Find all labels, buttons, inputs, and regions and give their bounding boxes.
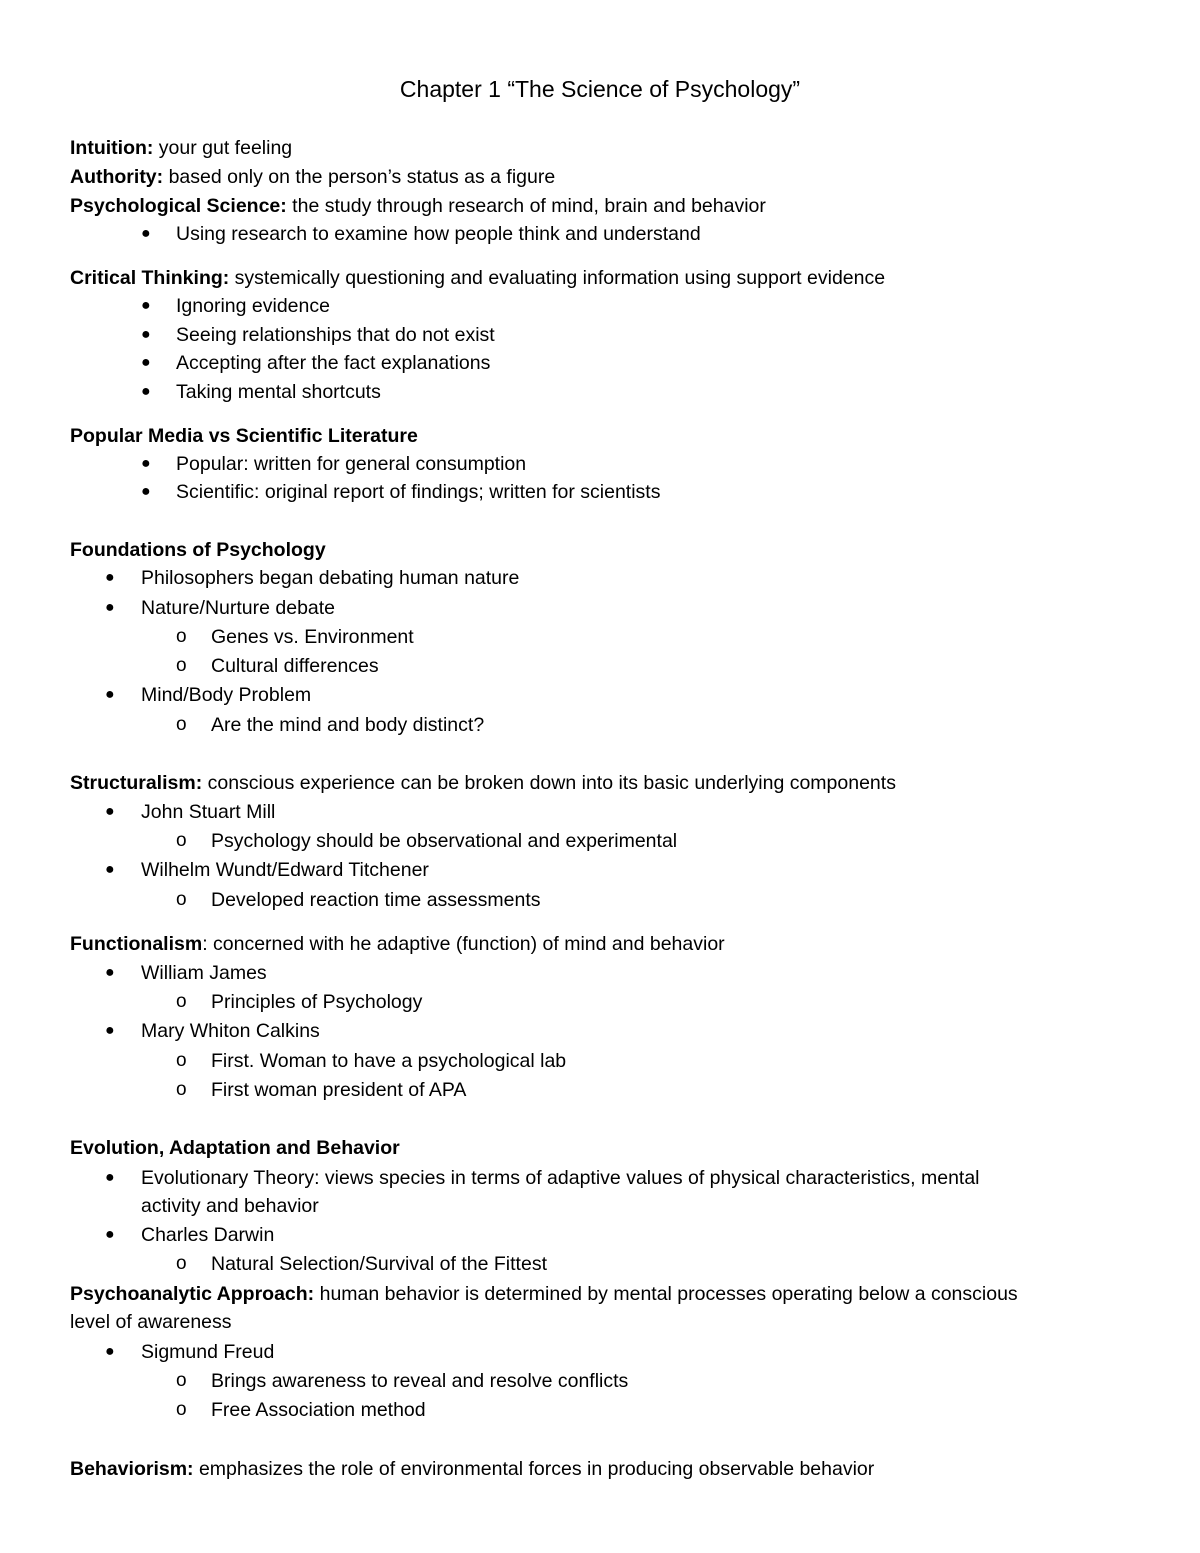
bullet-icon: ● [105,964,115,981]
bullet-icon: ● [105,1226,115,1243]
term: Structuralism: [70,772,203,794]
term: Psychoanalytic Approach: [70,1283,315,1305]
definition-structuralism [70,770,896,796]
term: Authority: [70,166,164,188]
list-item: Accepting after the fact explanations [176,352,491,374]
bullet-icon: ● [141,326,151,343]
sub-bullet-icon: o [176,1079,187,1100]
sub-list-item: First. Woman to have a psychological lab [211,1050,567,1072]
sub-list-item: Brings awareness to reveal and resolve conflicts [211,1370,629,1392]
list-item: Scientific: original report of findings; written for scientists [176,481,661,503]
list-item: Seeing relationships that do not exist [176,324,495,346]
bullet-icon: ● [141,455,151,472]
bullet-icon: ● [105,686,115,703]
sub-list-item: Psychology should be observational and experimental [211,830,678,852]
sub-bullet-icon: o [176,1253,187,1274]
definition: : concerned with he adaptive (function) of mind and behavior [202,933,725,955]
heading-text: Popular Media vs Scientific Literature [70,425,418,447]
definition-psychological-science [70,193,766,219]
heading-text: Foundations of Psychology [70,539,326,561]
list-item-continuation: activity and behavior [141,1195,319,1217]
definition-continuation: level of awareness [70,1311,232,1333]
list-item: Mind/Body Problem [141,684,312,706]
definition: conscious experience can be broken down into its basic underlying components [202,772,896,794]
heading-text: Evolution, Adaptation and Behavior [70,1137,400,1159]
sub-bullet-icon: o [176,991,187,1012]
sub-bullet-icon: o [176,889,187,910]
list-item: Using research to examine how people think and understand [176,223,701,245]
definition-functionalism [70,931,725,957]
list-item: Popular: written for general consumption [176,453,527,475]
bullet-icon: ● [105,569,115,586]
term: Intuition: [70,137,154,159]
bullet-icon: ● [105,803,115,820]
sub-bullet-icon: o [176,1399,187,1420]
definition: systemically questioning and evaluating information using support evidence [229,267,886,289]
term: Behaviorism: [70,1458,194,1480]
term: Critical Thinking: [70,267,230,289]
list-item: Taking mental shortcuts [176,381,381,403]
sub-list-item: First woman president of APA [211,1079,467,1101]
sub-bullet-icon: o [176,655,187,676]
term: Functionalism [70,933,203,955]
bullet-icon: ● [105,861,115,878]
list-item: Evolutionary Theory: views species in terms of adaptive values of physical characteristics, mental [141,1167,980,1189]
list-item: Philosophers began debating human nature [141,567,520,589]
bullet-icon: ● [105,1169,115,1186]
sub-bullet-icon: o [176,626,187,647]
definition-behaviorism [70,1456,874,1482]
sub-list-item: Free Association method [211,1399,426,1421]
definition-critical-thinking [70,265,885,291]
section-heading-media [70,423,418,449]
definition-authority [70,164,555,190]
bullet-icon: ● [141,354,151,371]
list-item: Mary Whiton Calkins [141,1020,320,1042]
page-title: Chapter 1 “The Science of Psychology” [399,76,801,102]
bullet-icon: ● [105,599,115,616]
list-item: William James [141,962,267,984]
definition: your gut feeling [153,137,293,159]
definition-intuition [70,135,292,161]
sub-bullet-icon: o [176,1050,187,1071]
bullet-icon: ● [141,225,151,242]
bullet-icon: ● [141,383,151,400]
sub-list-item: Are the mind and body distinct? [211,714,485,736]
definition: emphasizes the role of environmental forces in producing observable behavior [193,1458,875,1480]
definition: based only on the person’s status as a figure [163,166,556,188]
sub-list-item: Genes vs. Environment [211,626,414,648]
bullet-icon: ● [141,483,151,500]
definition: human behavior is determined by mental processes operating below a conscious [314,1283,1018,1305]
bullet-icon: ● [141,297,151,314]
bullet-icon: ● [105,1022,115,1039]
section-heading-evolution [70,1135,400,1161]
definition: the study through research of mind, brain and behavior [286,195,766,217]
sub-bullet-icon: o [176,714,187,735]
sub-list-item: Cultural differences [211,655,379,677]
definition-psychoanalytic [70,1281,1018,1307]
list-item: Wilhelm Wundt/Edward Titchener [141,859,429,881]
sub-bullet-icon: o [176,830,187,851]
list-item: Ignoring evidence [176,295,330,317]
sub-list-item: Principles of Psychology [211,991,423,1013]
list-item: John Stuart Mill [141,801,276,823]
term: Psychological Science: [70,195,287,217]
sub-bullet-icon: o [176,1370,187,1391]
section-heading-foundations [70,537,326,563]
list-item: Sigmund Freud [141,1341,275,1363]
sub-list-item: Natural Selection/Survival of the Fittest [211,1253,547,1275]
list-item: Nature/Nurture debate [141,597,336,619]
list-item: Charles Darwin [141,1224,275,1246]
sub-list-item: Developed reaction time assessments [211,889,541,911]
bullet-icon: ● [105,1343,115,1360]
